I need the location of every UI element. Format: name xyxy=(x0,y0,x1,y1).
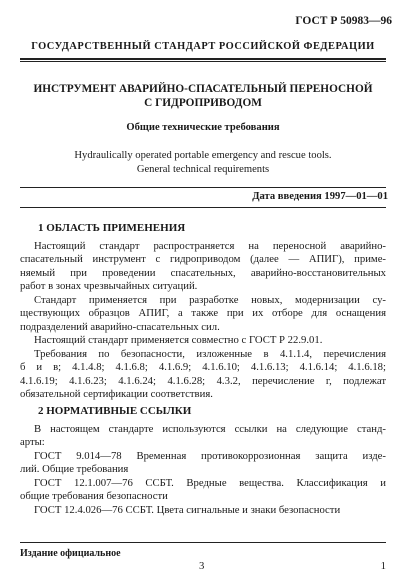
text-line: Стандарт применяется при разработке новых, модернизации су- xyxy=(34,294,386,306)
section-2-heading: 2 НОРМАТИВНЫЕ ССЫЛКИ xyxy=(38,405,192,417)
footer-divider xyxy=(20,542,386,543)
text-line: 4.1.6.19; 4.1.6.23; 4.1.6.24; 4.1.6.28; 4.3.2, перечисление г, подлежат xyxy=(20,374,386,387)
title-line-1: ИНСТРУМЕНТ АВАРИЙНО-СПАСАТЕЛЬНЫЙ ПЕРЕНОСНОЙ xyxy=(33,83,373,95)
text-line: ГОСТ 12.1.007—76 ССБТ. Вредные вещества. Классификация и xyxy=(34,477,386,489)
document-subtitle: Общие технические требования xyxy=(126,122,280,133)
text-line: ществующих образцов АПИГ, а также при их отборе для оснащения xyxy=(20,307,386,320)
title-line-2: С ГИДРОПРИВОДОМ xyxy=(144,96,262,109)
section-2-paragraph-3 xyxy=(20,477,386,504)
title-divider xyxy=(20,187,386,188)
text-line: Настоящий стандарт применяется совместно с ГОСТ Р 22.9.01. xyxy=(34,334,323,346)
text-line: ГОСТ 9.014—78 Временная противокоррозионная защита изде- xyxy=(34,450,386,462)
text-line: подразделений аварийно-спасательных сил. xyxy=(20,320,220,333)
text-line: обязательной сертификации соответствия. xyxy=(20,387,213,400)
page-number-center: 3 xyxy=(199,560,205,572)
english-title-line-1: Hydraulically operated portable emergency and rescue tools. xyxy=(74,150,332,161)
header-divider-top xyxy=(20,58,386,60)
text-line: В настоящем стандарте используются ссылки на следующие станд- xyxy=(34,423,386,435)
date-divider xyxy=(20,207,386,208)
document-code: ГОСТ Р 50983—96 xyxy=(295,15,392,27)
section-2-paragraph-4 xyxy=(20,504,386,517)
section-1-heading: 1 ОБЛАСТЬ ПРИМЕНЕНИЯ xyxy=(38,222,186,234)
section-2-paragraph-2 xyxy=(20,450,386,477)
text-line: спасательный инструмент с гидроприводом (далее — АПИГ), приме- xyxy=(20,253,386,266)
header-divider-bottom xyxy=(20,61,386,62)
english-title xyxy=(20,149,386,176)
section-1-paragraph-4 xyxy=(20,348,386,401)
text-line: арты: xyxy=(20,436,45,449)
document-title xyxy=(20,83,386,110)
text-line: работ в зонах чрезвычайных ситуаций. xyxy=(20,279,198,292)
text-line: б и в; 4.1.4.8; 4.1.6.8; 4.1.6.9; 4.1.6.10; 4.1.6.13; 4.1.6.14; 4.1.6.18; xyxy=(20,361,386,374)
section-1-paragraph-3 xyxy=(20,334,386,347)
text-line: Требования по безопасности, изложенные в 4.1.1.4, перечисления xyxy=(34,348,386,360)
text-line: ГОСТ 12.4.026—76 ССБТ. Цвета сигнальные и знаки безопасности xyxy=(34,504,341,516)
state-standard-heading: ГОСУДАРСТВЕННЫЙ СТАНДАРТ РОССИЙСКОЙ ФЕДЕРАЦИИ xyxy=(31,41,375,52)
official-edition-label: Издание официальное xyxy=(20,548,121,559)
text-line: няемый при проведении спасательных, аварийно-восстановительных xyxy=(20,266,386,279)
section-2-paragraph-1 xyxy=(20,423,386,450)
text-line: Настоящий стандарт распространяется на переносной аварийно- xyxy=(34,240,386,252)
english-title-line-2: General technical requirements xyxy=(136,163,270,175)
text-line: общие требования безопасности xyxy=(20,490,168,503)
page-number-right: 1 xyxy=(380,560,386,572)
text-line: лий. Общие требования xyxy=(20,463,129,476)
introduction-date: Дата введения 1997—01—01 xyxy=(252,191,388,202)
section-1-paragraph-2 xyxy=(20,294,386,334)
section-1-paragraph-1 xyxy=(20,240,386,293)
